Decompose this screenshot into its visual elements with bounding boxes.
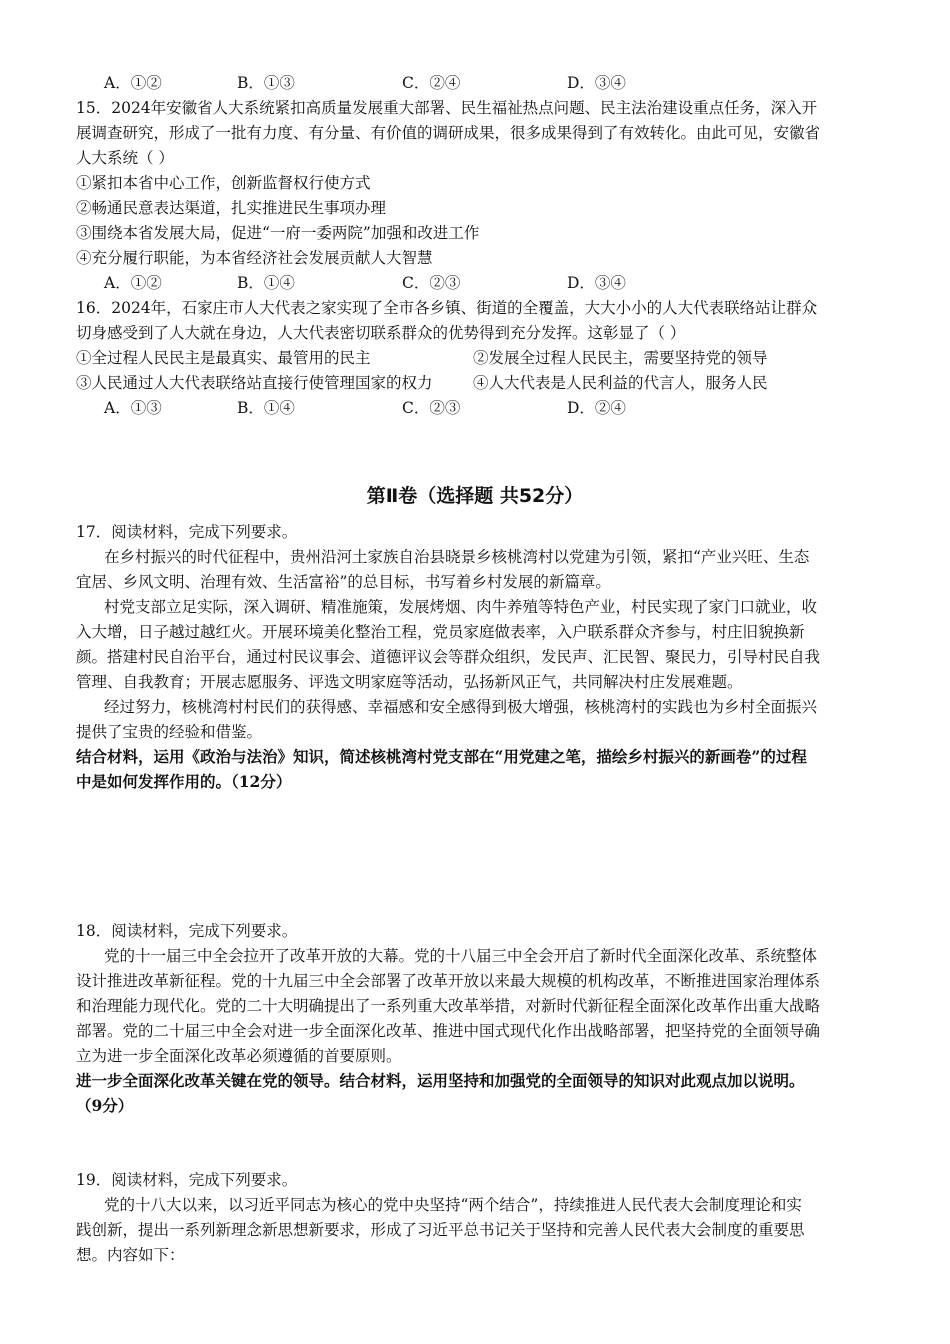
q16-item: ③人民通过人大代表联络站直接行使管理国家的权力 — [76, 374, 433, 392]
section-title: 第Ⅱ卷（选择题 共52分） — [366, 485, 584, 507]
q19-paragraph-line: 想。内容如下： — [76, 1246, 185, 1264]
q17-paragraph-line: 提供了宝贵的经验和借鉴。 — [76, 723, 263, 741]
q18-intro: 18．阅读材料，完成下列要求。 — [76, 922, 298, 940]
q16-option-c: C．②③ — [402, 399, 461, 417]
q17-paragraph-line: 经过努力，核桃湾村村民们的获得感、幸福感和安全感得到极大增强，核桃湾村的实践也为乡村全面振兴 — [104, 698, 818, 716]
q17-question-line: 中是如何发挥作用的。（12分） — [76, 772, 292, 791]
q15-item: ①紧扣本省中心工作，创新监督权行使方式 — [76, 174, 371, 192]
q18-paragraph-line: 设计推进改革新征程。党的十九届三中全会部署了改革开放以来最大规模的机构改革，不断推进国家治理体系 — [76, 972, 821, 990]
q15-item: ④充分履行职能，为本省经济社会发展贡献人大智慧 — [76, 249, 433, 267]
q18-paragraph-line: 党的十一届三中全会拉开了改革开放的大幕。党的十八届三中全会开启了新时代全面深化改革、系统整体 — [104, 947, 818, 965]
q15-option-b: B．①④ — [237, 274, 295, 292]
q14-option-c: C．②④ — [402, 74, 461, 92]
q17-paragraph-line: 管理、自我教育；开展志愿服务、评选文明家庭等活动，弘扬新风正气，共同解决村庄发展难题。 — [76, 673, 743, 691]
q15-option-c: C．②③ — [402, 274, 461, 292]
q18-paragraph-line: 部署。党的二十届三中全会对进一步全面深化改革、推进中国式现代化作出战略部署，把坚持党的全面领导确 — [76, 1022, 821, 1040]
q17-intro: 17．阅读材料，完成下列要求。 — [76, 523, 298, 541]
q16-option-d: D．②④ — [567, 399, 626, 417]
q17-paragraph-line: 在乡村振兴的时代征程中，贵州沿河土家族自治县晓景乡核桃湾村以党建为引领，紧扣“产业兴旺、生态 — [104, 548, 810, 566]
q14-option-b: B．①③ — [237, 74, 295, 92]
q18-paragraph-line: 立为进一步全面深化改革必须遵循的首要原则。 — [76, 1047, 402, 1065]
q17-paragraph-line: 村党支部立足实际，深入调研、精准施策，发展烤烟、肉牛养殖等特色产业，村民实现了家门口就业，收 — [104, 598, 818, 616]
q16-option-b: B．①④ — [237, 399, 295, 417]
q15-stem-line: 15．2024年安徽省人大系统紧扣高质量发展重大部署、民生福祉热点问题、民主法治建设重点任务，深入开 — [76, 99, 818, 117]
q15-option-a: A．①② — [104, 274, 162, 292]
q15-stem-line: 展调查研究，形成了一批有力度、有分量、有价值的调研成果，很多成果得到了有效转化。由此可见，安徽省 — [76, 124, 821, 142]
q16-stem-line: 16．2024年，石家庄市人大代表之家实现了全市各乡镇、街道的全覆盖，大大小小的人大代表联络站让群众 — [76, 299, 818, 317]
q17-paragraph-line: 颜。搭建村民自治平台，通过村民议事会、道德评议会等群众组织，发民声、汇民智、聚民力，引导村民自我 — [76, 648, 821, 666]
q16-item: ①全过程人民民主是最真实、最管用的民主 — [76, 349, 371, 367]
q16-stem-line: 切身感受到了人大就在身边，人大代表密切联系群众的优势得到充分发挥。这彰显了（ ） — [76, 324, 686, 342]
q19-intro: 19．阅读材料，完成下列要求。 — [76, 1171, 298, 1189]
q19-paragraph-line: 践创新，提出一系列新理念新思想新要求，形成了习近平总书记关于坚持和完善人民代表大会制度的重要思 — [76, 1221, 805, 1239]
q15-item: ③围绕本省发展大局，促进“一府一委两院”加强和改进工作 — [76, 224, 480, 242]
q15-item: ②畅通民意表达渠道，扎实推进民生事项办理 — [76, 199, 387, 217]
q16-item: ②发展全过程人民民主，需要坚持党的领导 — [473, 349, 768, 367]
q14-option-d: D．③④ — [567, 74, 626, 92]
q17-paragraph-line: 入大增，日子越过越红火。开展环境美化整治工程，党员家庭做表率，入户联系群众齐参与，村庄旧貌换新 — [76, 623, 805, 641]
q14-option-a: A．①② — [104, 74, 162, 92]
q15-option-d: D．③④ — [567, 274, 626, 292]
q16-option-a: A．①③ — [104, 399, 162, 417]
q16-item: ④人大代表是人民利益的代言人，服务人民 — [473, 374, 768, 392]
q17-question-line: 结合材料，运用《政治与法治》知识，简述核桃湾村党支部在“用党建之笔，描绘乡村振兴的新画卷”的过程 — [76, 747, 807, 766]
q17-paragraph-line: 宜居、乡风文明、治理有效、生活富裕”的总目标，书写着乡村发展的新篇章。 — [76, 573, 611, 591]
q18-paragraph-line: 和治理能力现代化。党的二十大明确提出了一系列重大改革举措，对新时代新征程全面深化改革作出重大战略 — [76, 997, 821, 1015]
q15-stem-line: 人大系统（ ） — [76, 149, 174, 167]
q19-paragraph-line: 党的十八大以来，以习近平同志为核心的党中央坚持“两个结合”，持续推进人民代表大会制度理论和实 — [104, 1196, 802, 1214]
q18-question-line: 进一步全面深化改革关键在党的领导。结合材料，运用坚持和加强党的全面领导的知识对此观点加以说明。 — [76, 1071, 805, 1090]
q18-question-line: （9分） — [76, 1096, 134, 1115]
